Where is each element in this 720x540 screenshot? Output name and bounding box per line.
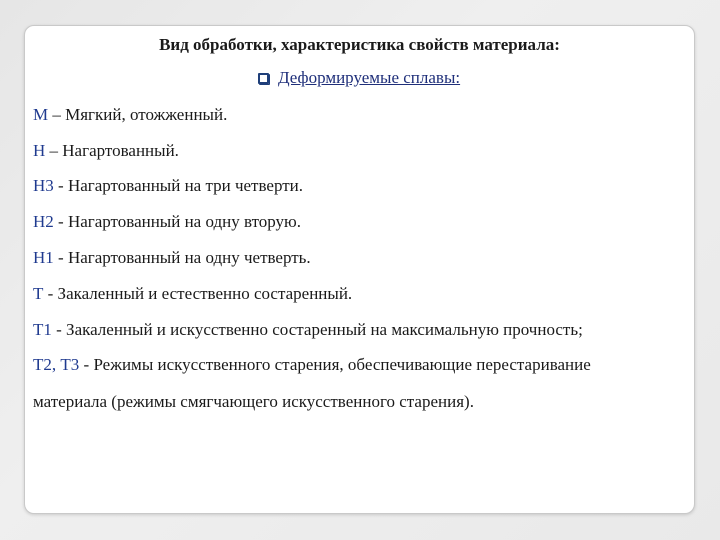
item-code: М [33, 105, 49, 124]
item-code: Н2 [33, 212, 54, 231]
item-code: Т1 [33, 320, 52, 339]
item-text: - Режимы искусственного старения, обеспечивающие перестаривание [79, 355, 591, 374]
item-code: Т2, Т3 [33, 355, 80, 374]
item-text: материала (режимы смягчающего искусственного старения). [33, 392, 474, 411]
square-bullet-icon [258, 73, 269, 84]
item-text: - Нагартованный на одну четверть. [53, 248, 311, 267]
item-text: – Нагартованный. [45, 141, 179, 160]
item-text: - Нагартованный на одну вторую. [53, 212, 302, 231]
list-item [33, 140, 179, 162]
list-item [33, 354, 591, 376]
item-text: - Закаленный и естественно состаренный. [43, 284, 353, 303]
list-item [33, 104, 227, 126]
list-item [33, 175, 303, 197]
item-text: – Мягкий, отожженный. [48, 105, 228, 124]
subheading: Деформируемые сплавы: [278, 68, 461, 87]
item-code: Н [33, 141, 46, 160]
subheading-row [258, 67, 460, 89]
item-text: - Нагартованный на три четверти. [53, 176, 304, 195]
item-code: Н3 [33, 176, 54, 195]
item-code: Н1 [33, 248, 54, 267]
list-item [33, 247, 311, 269]
slide-card [24, 25, 695, 514]
item-code: Т [33, 284, 44, 303]
item-text: - Закаленный и искусственно состаренный на максимальную прочность; [51, 320, 583, 339]
list-item [33, 283, 352, 305]
page-title: Вид обработки, характеристика свойств материала: [159, 35, 560, 54]
list-item [33, 319, 583, 341]
list-item-continuation [33, 391, 474, 413]
list-item [33, 211, 301, 233]
